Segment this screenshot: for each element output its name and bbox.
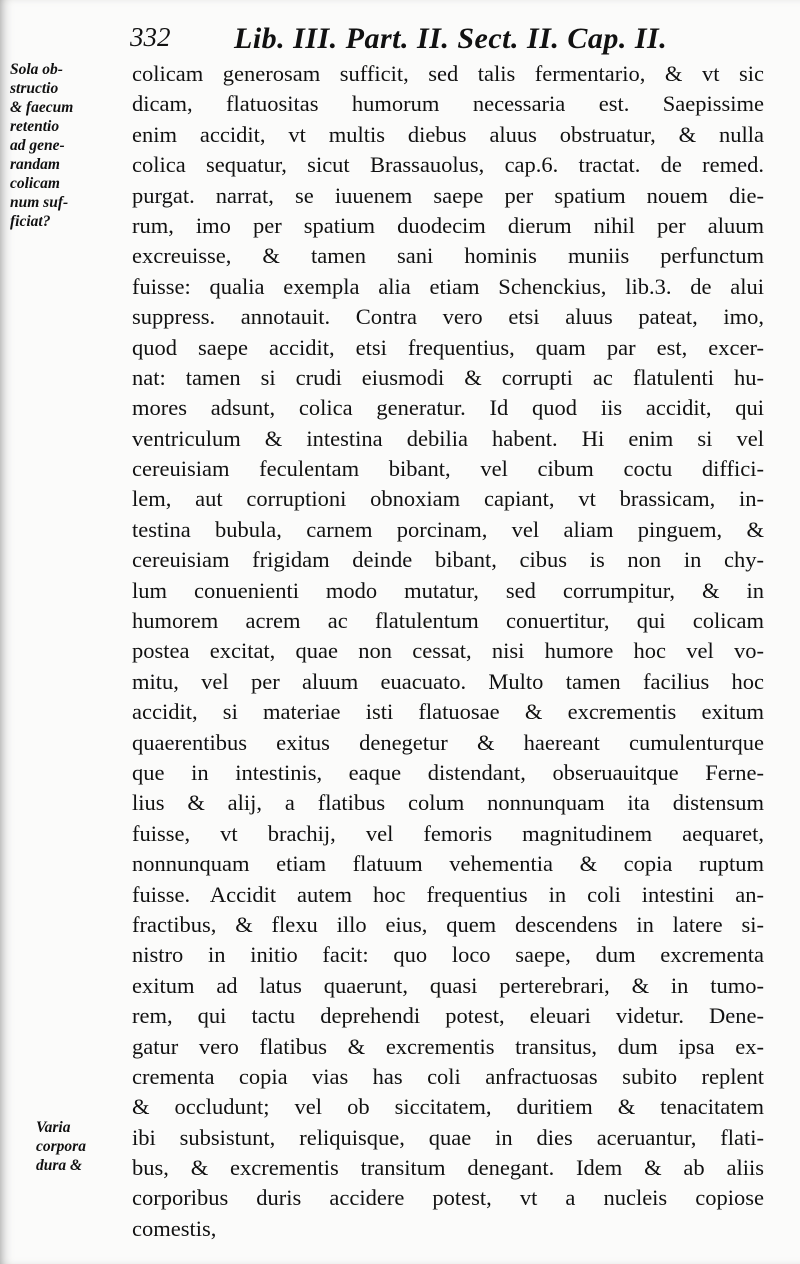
text-line: fractibus, & flexu illo eius, quem descendens in latere si- xyxy=(132,911,764,937)
margin-note-line: corpora xyxy=(36,1138,86,1155)
text-line: colica sequatur, sicut Brassauolus, cap.6. tractat. de remed. xyxy=(132,152,764,178)
margin-note-line: randam xyxy=(10,156,60,173)
text-line: que in intestinis, eaque distendant, obseruauitque Ferne- xyxy=(132,759,764,785)
text-line: corporibus duris accidere potest, vt a nucleis copiose xyxy=(132,1185,764,1211)
margin-note-1 xyxy=(10,60,128,231)
text-line: lius & alij, a flatibus colum nonnunquam ita distensum xyxy=(132,790,764,816)
text-line: nistro in initio facit: quo loco saepe, dum excrementa xyxy=(132,942,764,968)
text-line: enim accidit, vt multis diebus aluus obstruatur, & nulla xyxy=(132,121,764,147)
text-line: ibi subsistunt, reliquisque, quae in dies aceruantur, flati- xyxy=(132,1124,764,1150)
running-head: Lib. III. Part. II. Sect. II. Cap. II. xyxy=(234,22,668,55)
page-header xyxy=(130,22,780,60)
text-line: nonnunquam etiam flatuum vehementia & copia ruptum xyxy=(132,851,764,877)
margin-note-line: & faecum xyxy=(10,99,74,116)
text-line: comestis, xyxy=(132,1215,217,1241)
text-line: fuisse. Accidit autem hoc frequentius in coli intestini an- xyxy=(132,881,764,907)
margin-note-line: num suf- xyxy=(10,194,69,211)
margin-note-line: retentio xyxy=(10,118,60,135)
text-line: fuisse, vt brachij, vel femoris magnitudinem aequaret, xyxy=(132,820,764,846)
text-line: bus, & excrementis transitum denegant. Idem & ab aliis xyxy=(132,1155,764,1181)
text-line: exitum ad latus quaerunt, quasi perterebrari, & in tumo- xyxy=(132,972,764,998)
text-line: mitu, vel per aluum euacuato. Multo tamen facilius hoc xyxy=(132,668,764,694)
text-line: accidit, si materiae isti flatuosae & excrementis exitum xyxy=(132,699,764,725)
text-line: mores adsunt, colica generatur. Id quod iis accidit, qui xyxy=(132,395,764,421)
text-line: excreuisse, & tamen sani hominis muniis perfunctum xyxy=(132,243,764,269)
text-line: purgat. narrat, se iuuenem saepe per spatium nouem die- xyxy=(132,182,764,208)
margin-note-line: ad gene- xyxy=(10,137,65,154)
body-text xyxy=(132,59,764,1244)
margin-note-line: Sola ob- xyxy=(10,61,63,78)
text-line: dicam, flatuositas humorum necessaria est. Saepissime xyxy=(132,91,764,117)
text-line: quod saepe accidit, etsi frequentius, quam par est, excer- xyxy=(132,334,764,360)
text-line: postea excitat, quae non cessat, nisi humore hoc vel vo- xyxy=(132,638,764,664)
margin-note-line: dura & xyxy=(36,1157,83,1174)
text-line: rem, qui tactu deprehendi potest, eleuari videtur. Dene- xyxy=(132,1003,764,1029)
text-line: lum conuenienti modo mutatur, sed corrumpitur, & in xyxy=(132,577,764,603)
text-line: colicam generosam sufficit, sed talis fermentario, & vt sic xyxy=(132,61,764,86)
text-line: testina bubula, carnem porcinam, vel aliam pinguem, & xyxy=(132,516,764,542)
text-line: lem, aut corruptioni obnoxiam capiant, vt brassicam, in- xyxy=(132,486,764,512)
text-line: ventriculum & intestina debilia habent. Hi enim si vel xyxy=(132,425,764,451)
text-line: rum, imo per spatium duodecim dierum nihil per aluum xyxy=(132,212,764,238)
text-line: cereuisiam feculentam bibant, vel cibum coctu diffici- xyxy=(132,456,764,482)
margin-note-line: colicam xyxy=(10,175,60,192)
margin-note-line: ficiat? xyxy=(10,213,51,230)
text-line: fuisse: qualia exempla alia etiam Schenckius, lib.3. de alui xyxy=(132,273,764,299)
text-line: quaerentibus exitus denegetur & haereant cumulenturque xyxy=(132,729,764,755)
text-line: & occludunt; vel ob siccitatem, duritiem & tenacitatem xyxy=(132,1094,764,1120)
text-line: humorem acrem ac flatulentum conuertitur, qui colicam xyxy=(132,608,764,634)
text-line: nat: tamen si crudi eiusmodi & corrupti ac flatulenti hu- xyxy=(132,364,764,390)
text-line: cereuisiam frigidam deinde bibant, cibus is non in chy- xyxy=(132,547,764,573)
text-line: gatur vero flatibus & excrementis transitus, dum ipsa ex- xyxy=(132,1033,764,1059)
page-number: 332 xyxy=(130,22,171,52)
margin-note-line: Varia xyxy=(36,1119,71,1136)
text-line: suppress. annotauit. Contra vero etsi aluus pateat, imo, xyxy=(132,304,764,330)
margin-note-line: structio xyxy=(10,80,59,97)
text-line: crementa copia vias has coli anfractuosas subito replent xyxy=(132,1063,764,1089)
